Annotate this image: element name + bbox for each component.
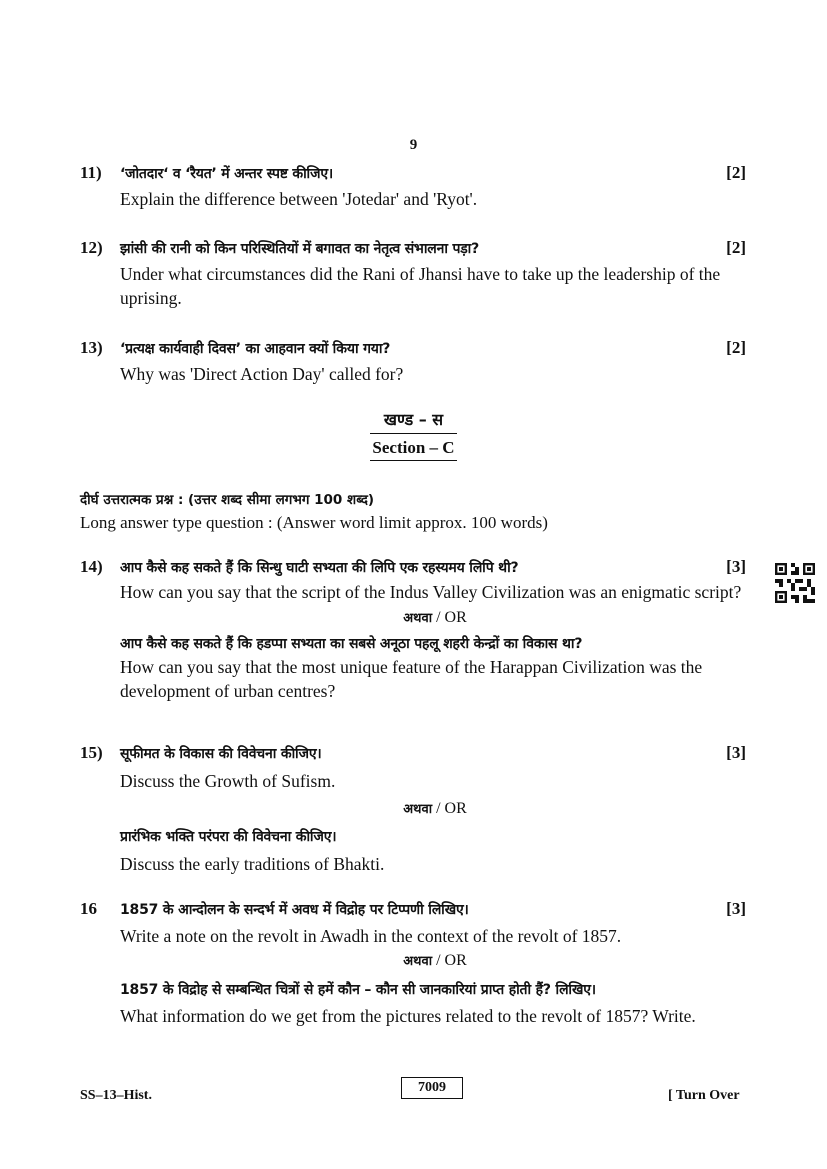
alt-question-english: How can you say that the most unique feature of the Harappan Civilization was the development of urban centres? bbox=[120, 657, 703, 701]
question-hindi: 1857 के आन्दोलन के सन्दर्भ में अवध में विद्रोह पर टिप्पणी लिखिए। bbox=[120, 902, 469, 918]
footer-turn-over: [ Turn Over bbox=[668, 1088, 740, 1103]
or-divider bbox=[120, 797, 750, 822]
question-english: Under what circumstances did the Rani of Jhansi have to take up the leadership of the uprising. bbox=[120, 264, 721, 308]
question-marks: [3] bbox=[726, 899, 746, 918]
or-label-hindi: अथवा bbox=[403, 802, 433, 817]
question-english: Discuss the Growth of Sufism. bbox=[120, 771, 336, 791]
question-hindi: ‘जोतदार‘ व ‘रैयत’ में अन्तर स्पष्ट कीजिए। bbox=[120, 166, 334, 182]
or-label-hindi: अथवा bbox=[403, 611, 433, 626]
question-hindi: ‘प्रत्यक्ष कार्यवाही दिवस’ का आहवान क्यों किया गया? bbox=[120, 341, 391, 357]
question-marks: [2] bbox=[726, 238, 746, 257]
footer-paper-code: SS–13–Hist. bbox=[80, 1088, 152, 1103]
question-12 bbox=[80, 238, 750, 310]
question-11 bbox=[80, 163, 750, 211]
alt-question-english: Discuss the early traditions of Bhakti. bbox=[120, 854, 385, 874]
qr-code-icon bbox=[775, 563, 815, 603]
or-label-english: / OR bbox=[436, 952, 467, 969]
question-hindi: सूफीमत के विकास की विवेचना कीजिए। bbox=[120, 746, 322, 762]
question-marks: [2] bbox=[726, 338, 746, 357]
question-16 bbox=[80, 899, 750, 1028]
question-english: Explain the difference between 'Jotedar' and 'Ryot'. bbox=[120, 189, 478, 209]
instructions-hindi: दीर्घ उत्तरात्मक प्रश्न : (उत्तर शब्द सीमा लगभग 100 शब्द) bbox=[80, 492, 375, 508]
question-marks: [3] bbox=[726, 557, 746, 576]
question-marks: [2] bbox=[726, 163, 746, 182]
section-title-english: Section – C bbox=[370, 433, 456, 461]
alt-question-hindi: 1857 के विद्रोह से सम्बन्धित चित्रों से हमें कौन – कौन सी जानकारियां प्राप्त होती हैं? लिखिए। bbox=[120, 982, 596, 998]
instructions-english: Long answer type question : (Answer word limit approx. 100 words) bbox=[80, 513, 548, 532]
or-label-english: / OR bbox=[436, 609, 467, 626]
question-number: 13) bbox=[80, 338, 103, 357]
question-number: 12) bbox=[80, 238, 103, 257]
or-divider bbox=[120, 949, 750, 974]
question-english: Write a note on the revolt in Awadh in the context of the revolt of 1857. bbox=[120, 926, 622, 946]
question-hindi: झांसी की रानी को किन परिस्थितियों में बगावत का नेतृत्व संभालना पड़ा? bbox=[120, 241, 480, 257]
question-number: 11) bbox=[80, 163, 102, 182]
alt-question-hindi: आप कैसे कह सकते हैं कि हडप्पा सभ्यता का सबसे अनूठा पहलू शहरी केन्द्रों का विकास था? bbox=[120, 636, 583, 652]
section-title-hindi: खण्ड – स bbox=[383, 410, 444, 429]
page-number: 9 bbox=[409, 137, 418, 153]
or-divider bbox=[120, 606, 750, 631]
footer-booklet-code: 7009 bbox=[401, 1077, 463, 1099]
question-number: 15) bbox=[80, 743, 103, 762]
question-marks: [3] bbox=[726, 743, 746, 762]
question-english: How can you say that the script of the Indus Valley Civilization was an enigmatic script? bbox=[120, 582, 742, 602]
or-label-english: / OR bbox=[436, 800, 467, 817]
question-13 bbox=[80, 338, 750, 386]
question-hindi: आप कैसे कह सकते हैं कि सिन्धु घाटी सभ्यता की लिपि एक रहस्यमय लिपि थी? bbox=[120, 560, 519, 576]
alt-question-english: What information do we get from the pictures related to the revolt of 1857? Write. bbox=[120, 1006, 696, 1026]
question-number: 16 bbox=[80, 899, 97, 918]
alt-question-hindi: प्रारंभिक भक्ति परंपरा की विवेचना कीजिए। bbox=[120, 829, 337, 845]
question-number: 14) bbox=[80, 557, 103, 576]
question-english: Why was 'Direct Action Day' called for? bbox=[120, 364, 404, 384]
question-14 bbox=[80, 557, 750, 703]
question-15 bbox=[80, 743, 750, 876]
or-label-hindi: अथवा bbox=[403, 954, 433, 969]
